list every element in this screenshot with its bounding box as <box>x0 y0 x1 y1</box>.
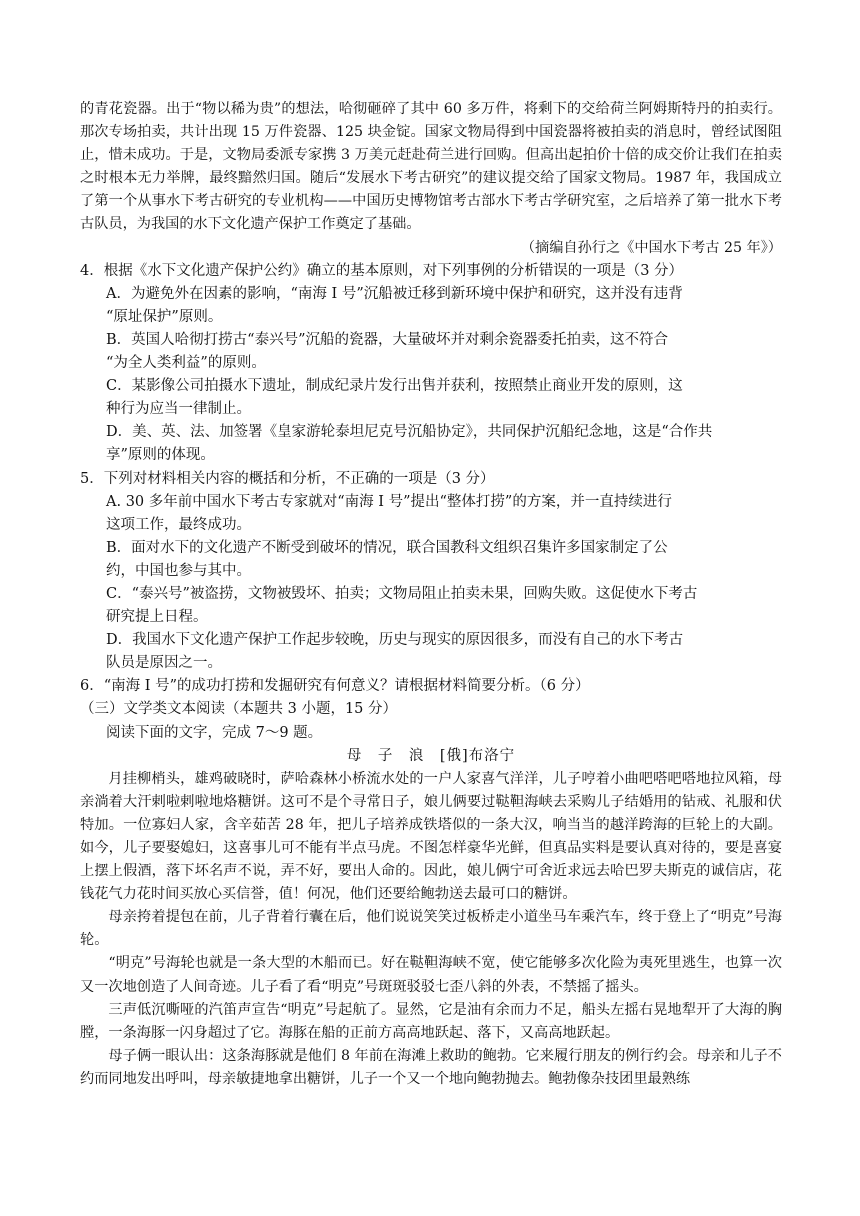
question-4-option-a: A．为避免外在因素的影响，“南海 I 号”沉船被迁移到新环境中保护和研究，这并没有违背 “原址保护”原则。 <box>106 285 683 325</box>
passage-paragraph: 的青花瓷器。出于“物以稀为贵”的想法，哈彻砸碎了其中 60 多万件，将剩下的交给荷兰阿姆斯特丹的拍卖行。那次专场拍卖，共计出现 15 万件瓷器、125 块金锭。国家文物局得到中国瓷器将被拍卖的消息时，曾经试图阻止，惜未成功。于是，文物局委派专家携 3 万美元赶赴荷兰进行回购。但高出起拍价十倍的成交价让我们在拍卖之时根本无力举牌，最终黯然归国。随后“发展水下考古研究”的建议提交给了国家文物局。1987 年，我国成立了第一个从事水下考古研究的专业机构——中国历史博物馆考古部水下考古学研究室，之后培养了第一批水下考古队员，为我国的水下文化遗产保护工作奠定了基础。 <box>80 101 782 233</box>
question-5-option-b: B．面对水下的文化遗产不断受到破坏的情况，联合国教科文组织召集许多国家制定了公 约，中国也参与其中。 <box>106 539 668 579</box>
story-paragraph: 母子俩一眼认出：这条海豚就是他们 8 年前在海滩上救助的鲍勃。它来履行朋友的例行约会。母亲和儿子不约而同地发出呼叫，母亲敏捷地拿出糖饼，儿子一个又一个地向鲍勃抛去。鲍勃像杂技团里最熟练 <box>80 1047 782 1087</box>
story-paragraph: “明克”号海轮也就是一条大型的木船而已。好在鞑靼海峡不宽，使它能够多次化险为夷死里逃生，也算一次又一次地创造了人间奇迹。儿子看了看“明克”号斑斑驳驳七歪八斜的外表，不禁摇了摇头。 <box>80 955 782 995</box>
story-paragraph: 母亲挎着提包在前，儿子背着行囊在后，他们说说笑笑过板桥走小道坐马车乘汽车，终于登上了“明克”号海轮。 <box>80 909 782 949</box>
question-5-option-a: A. 30 多年前中国水下考古专家就对“南海 I 号”提出“整体打捞”的方案，并一直持续进行 这项工作，最终成功。 <box>106 493 672 533</box>
section-heading: （三）文学类文本阅读（本题共 3 小题，15 分） <box>80 701 398 718</box>
source-citation: （摘编自孙行之《中国水下考古 25 年》） <box>520 239 782 256</box>
question-5-option-d: D．我国水下文化遗产保护工作起步较晚，历史与现实的原因很多，而没有自己的水下考古 队员是原因之一。 <box>106 632 684 672</box>
story-paragraph: 月挂柳梢头，雄鸡破晓时，萨哈森林小桥流水处的一户人家喜气洋洋，儿子哼着小曲吧嗒吧嗒地拉风箱，母亲淌着大汗剌啦剌啦地烙糖饼。这可不是个寻常日子，娘儿俩要过鞑靼海峡去采购儿子结婚用的钻戒、礼服和伏特加。一位寡妇人家，含辛茹苦 28 年，把儿子培养成铁塔似的一条大汉，响当当的越洋跨海的巨轮上的大副。如今，儿子要娶媳妇，这喜事儿可不能有半点马虎。不图怎样豪华光鲜，但真品实料是要认真对待的，要是喜宴上摆上假酒，落下坏名声不说，弄不好，要出人命的。因此，娘儿俩宁可舍近求远去哈巴罗夫斯克的诚信店，花钱花气力花时间买放心买信誉，值！何况，他们还要给鲍勃送去最可口的糖饼。 <box>80 770 782 903</box>
question-4-option-c: C．某影像公司拍摄水下遗址，制成纪录片发行出售并获利，按照禁止商业开发的原则，这 种行为应当一律制止。 <box>106 378 683 418</box>
question-4-option-d: D．美、英、法、加签署《皇家游轮泰坦尼克号沉船协定》，共同保护沉船纪念地，这是“合作共 享”原则的体现。 <box>106 424 713 464</box>
question-5 <box>80 468 782 676</box>
question-6: 6．“南海 I 号”的成功打捞和发掘研究有何意义？请根据材料简要分析。（6 分） <box>80 678 590 695</box>
story-title: 母 子 浪 [俄]布洛宁 <box>346 747 516 764</box>
story-paragraph: 三声低沉嘶哑的汽笛声宣告“明克”号起航了。显然，它是油有余而力不足，船头左摇右晃地犁开了大海的胸膛，一条海豚一闪身超过了它。海豚在船的正前方高高地跃起、落下，又高高地跃起。 <box>80 1001 782 1041</box>
reading-instruction: 阅读下面的文字，完成 7～9 题。 <box>106 724 323 741</box>
document-page <box>80 98 782 1091</box>
question-4 <box>80 260 782 468</box>
question-5-option-c: C．“泰兴号”被盗捞，文物被毁坏、拍卖；文物局阻止拍卖未果，回购失败。这促使水下考古 研究提上日程。 <box>106 585 698 626</box>
question-4-stem: 4．根据《水下文化遗产保护公约》确立的基本原则，对下列事例的分析错误的一项是（3 分） <box>80 262 684 279</box>
question-5-stem: 5．下列对材料相关内容的概括和分析，不正确的一项是（3 分） <box>80 470 495 487</box>
question-4-option-b: B．英国人哈彻打捞古“泰兴号”沉船的瓷器，大量破坏并对剩余瓷器委托拍卖，这不符合 “为全人类利益”的原则。 <box>106 331 668 372</box>
